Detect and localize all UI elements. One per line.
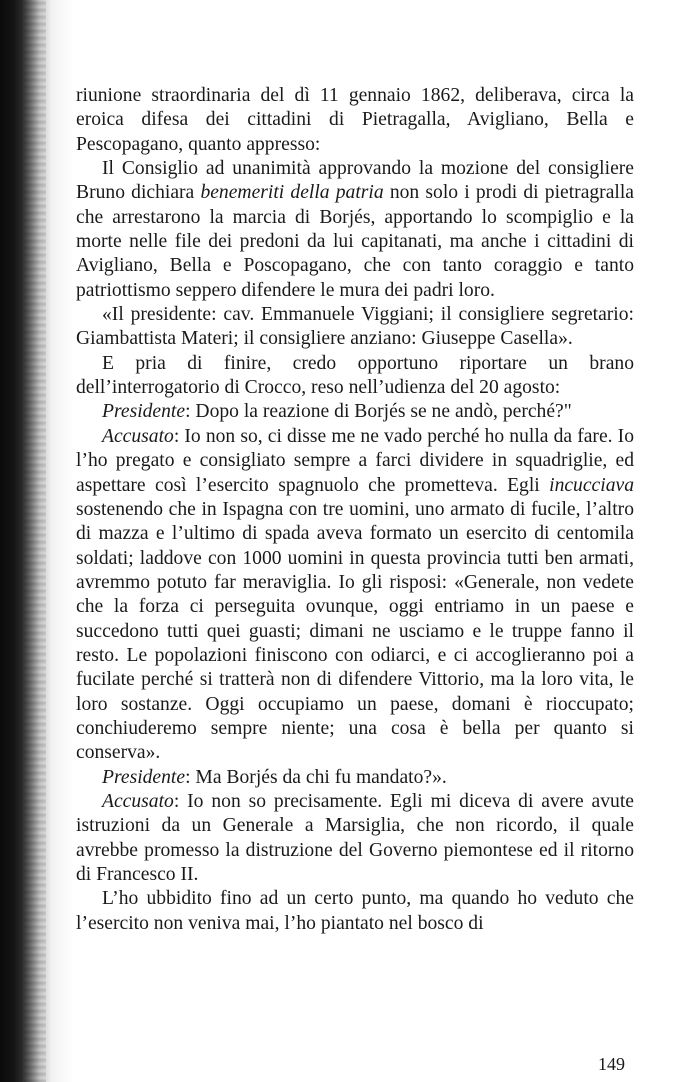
paragraph	[76, 790, 634, 887]
page-body	[76, 84, 634, 936]
text-run: E pria di finire, credo opportuno riportare un brano dell’interrogatorio di Crocco, reso nell’udienza del 20 agosto:	[76, 352, 634, 399]
italic-text-run: benemeriti della patria	[200, 182, 384, 204]
paragraph	[76, 352, 634, 401]
text-run: : Ma Borjés da chi fu mandato?».	[185, 766, 447, 788]
paragraph	[76, 157, 634, 303]
text-run: sostenendo che in Ispagna con tre uomini, uno armato di fucile, l’altro di mazza e l’ultimo di spada aveva formato un esercito di centomila soldati; laddove con 1000 uomini in questa provincia tutti ben armati, avremmo potuto far meraviglia. Io gli risposi: «Generale, non vedete che la forza ci perseguita ovunque, oggi entriamo in un paese e succedono tutti quei guasti; dimani ne usciamo e le truppe fanno il resto. Le popolazioni finiscono con odiarci, e ci accoglieranno poi a fucilate perché si tratterà non di difendere Vittorio, ma la loro vita, le loro sostanze. Oggi occupiamo un paese, domani è rioccupato; conchiuderemo sempre niente; una cosa è bella per quanto si conserva».	[76, 498, 634, 764]
speaker-label: Presidente	[102, 401, 186, 423]
text-run: riunione straordinaria del dì 11 gennaio 1862, deliberava, circa la eroica difesa dei cittadini di Pietragalla, Avigliano, Bella e Pescopagano, quanto appresso:	[76, 85, 634, 155]
page-number: 149	[598, 1054, 625, 1074]
text-run: non solo i prodi di pietragralla che arrestarono la marcia di Borjés, apportando lo scompiglio e la morte nelle file dei predoni da lui capitanati, ma anche i cittadini di Avigliano, Bella e Poscopagano, che con tanto coraggio e tanto patriottismo seppero difendere le mura dei padri loro.	[76, 182, 634, 301]
paragraph	[76, 887, 634, 936]
paragraph	[76, 400, 634, 424]
paragraph	[76, 425, 634, 766]
italic-text-run: incucciava	[549, 474, 634, 496]
text-run: : Io non so, ci disse me ne vado perché ho nulla da fare. Io l’ho pregato e consigliato sempre a farci dividere in squadriglie, ed aspettare così l’esercito spagnuolo che prometteva. Egli	[76, 425, 634, 496]
speaker-label: Accusato	[102, 425, 174, 447]
speaker-label: Presidente	[102, 766, 186, 788]
text-run: Il Consiglio ad unanimità approvando la mozione del consigliere Bruno dichiara	[76, 158, 634, 204]
paragraph	[76, 84, 634, 157]
text-run: : Dopo la reazione di Borjés se ne andò, perché?"	[185, 401, 572, 423]
speaker-label: Accusato	[102, 790, 174, 812]
binding-texture	[24, 0, 46, 1082]
paragraph	[76, 766, 634, 790]
text-run: : Io non so precisamente. Egli mi diceva di avere avute istruzioni da un Generale a Marsiglia, che non ricordo, il quale avrebbe promesso la distruzione del Governo piemontese ed il ritorno di Francesco II.	[76, 790, 634, 885]
paragraph	[76, 303, 634, 352]
text-run: «Il presidente: cav. Emmanuele Viggiani; il consigliere segretario: Giambattista Materi; il consigliere anziano: Giuseppe Casella».	[76, 304, 634, 350]
text-run: L’ho ubbidito fino ad un certo punto, ma quando ho veduto che l’esercito non veniva mai, l’ho piantato nel bosco di	[76, 888, 634, 934]
